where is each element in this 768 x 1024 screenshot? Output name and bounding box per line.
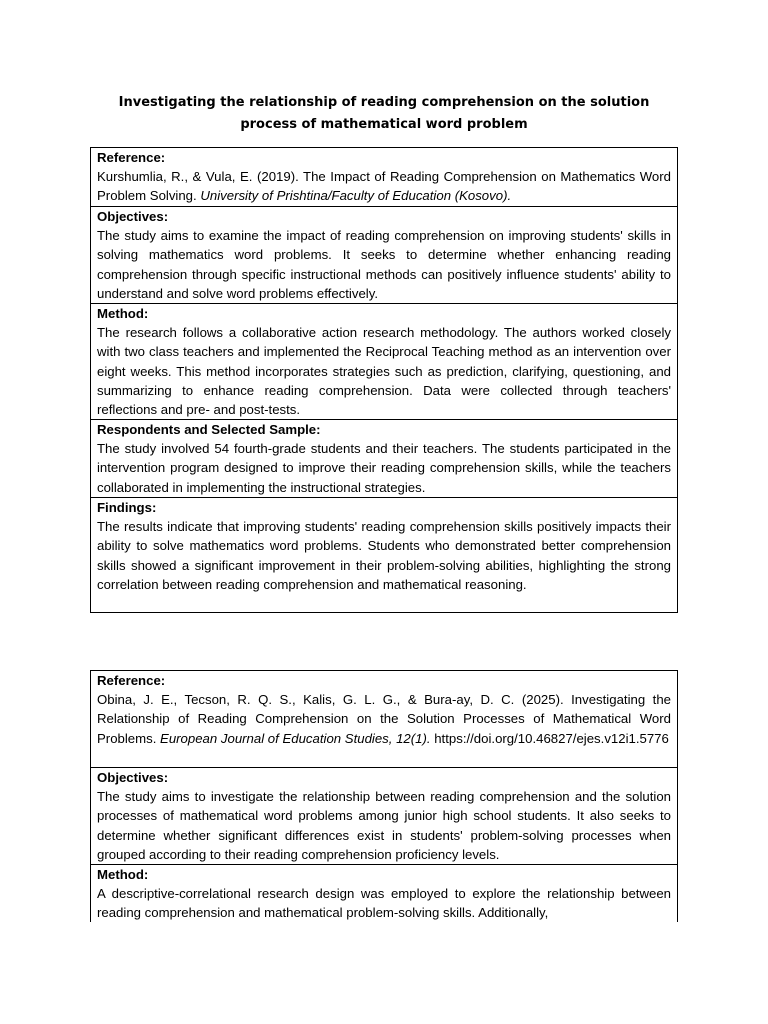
reference-doi: https://doi.org/10.46827/ejes.v12i1.5776 — [430, 730, 669, 746]
reference-cell — [91, 148, 677, 207]
findings-label: Findings: — [97, 500, 157, 515]
objectives-text: The study aims to examine the impact of reading comprehension on improving students' skills in solving mathematics word problems. It seeks to determine whether enhancing reading comprehension through specific instructional methods can positively influence students' ability to understand and solve word problems effectively. — [97, 228, 671, 301]
objectives-cell — [91, 768, 677, 865]
method-text: A descriptive-correlational research design was employed to explore the relationship between reading comprehension and mathematical problem-solving skills. Additionally, — [97, 886, 671, 921]
objectives-text: The study aims to investigate the relationship between reading comprehension and the solution processes of mathematical word problems among junior high school students. It also seeks to determine whether significant differences exist in students' problem-solving processes when grouped according to their reading comprehension proficiency levels. — [97, 789, 671, 862]
review-table-1 — [90, 147, 678, 613]
objectives-label: Objectives: — [97, 209, 169, 224]
respondents-text: The study involved 54 fourth-grade students and their teachers. The students participated in the intervention program designed to improve their reading comprehension skills, while the teachers collaborated in implementing the instructional strategies. — [97, 441, 671, 495]
reference-text: Kurshumlia, R., & Vula, E. (2019). The Impact of Reading Comprehension on Mathematics Word Problem Solving. — [97, 169, 671, 204]
objectives-label: Objectives: — [97, 770, 169, 785]
reference-body — [97, 167, 671, 205]
method-text: The research follows a collaborative action research methodology. The authors worked closely with two class teachers and implemented the Reciprocal Teaching method as an intervention over eight weeks. This method incorporates strategies such as prediction, clarifying, questioning, and summarizing to enhance reading comprehension. Data were collected through teachers' reflections and pre- and post-tests. — [97, 325, 671, 418]
page-title: Investigating the relationship of reading comprehension on the solution process of mathematical word problem — [118, 95, 650, 132]
method-label: Method: — [97, 867, 149, 882]
reference-source: University of Prishtina/Faculty of Education (Kosovo). — [200, 188, 512, 204]
method-cell — [91, 865, 677, 922]
reference-source: European Journal of Education Studies, 12(1). — [160, 730, 431, 746]
reference-text: Obina, J. E., Tecson, R. Q. S., Kalis, G. L. G., & Bura-ay, D. C. (2025). Investigating the Relationship of Reading Comprehension on the Solution Processes of Mathematical Word Problems. — [97, 692, 671, 746]
reference-label: Reference: — [97, 673, 166, 688]
objectives-cell — [91, 207, 677, 304]
reference-label: Reference: — [97, 150, 166, 165]
method-cell — [91, 304, 677, 420]
respondents-cell — [91, 420, 677, 498]
reference-body — [97, 690, 671, 748]
reference-cell — [91, 671, 677, 768]
findings-text: The results indicate that improving students' reading comprehension skills positively impacts their ability to solve mathematics word problems. Students who demonstrated better comprehension skills showed a significant improvement in their problem-solving abilities, highlighting the strong correlation between reading comprehension and mathematical reasoning. — [97, 519, 671, 592]
method-label: Method: — [97, 306, 149, 321]
findings-cell — [91, 498, 677, 613]
respondents-label: Respondents and Selected Sample: — [97, 422, 321, 437]
review-table-2 — [90, 670, 678, 922]
